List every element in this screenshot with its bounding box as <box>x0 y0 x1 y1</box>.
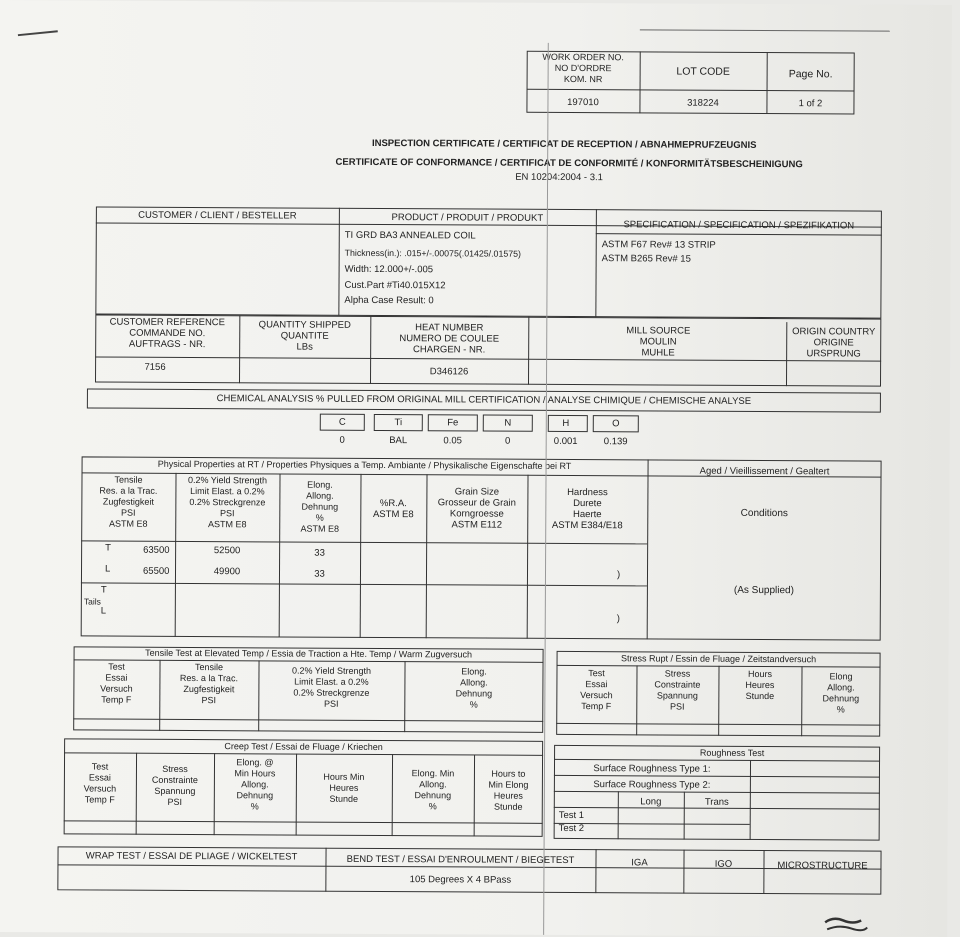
row-yield: 49900 <box>213 566 241 578</box>
elevated-col-yield: 0.2% Yield Strength Limit Elast. a 0.2% 0.2% Streckgrenze PSI <box>291 665 372 709</box>
work-order-value: 197010 <box>567 96 599 109</box>
lot-code-value: 318224 <box>687 97 719 109</box>
chem-value: BAL <box>389 435 408 447</box>
igo-label: IGO <box>714 858 733 870</box>
physical-properties-header: Physical Properties at RT / Properties Physiques a Temp. Ambiante / Physikalische Eigenschafte bei RT <box>157 458 572 471</box>
row-tensile: 65500 <box>142 565 170 577</box>
stress-col-elongation: Elong Allong. Dehnung % <box>822 671 860 715</box>
chem-value: 0.139 <box>603 436 628 448</box>
creep-col-test: Test Essai Versuch Temp F <box>83 761 117 805</box>
creep-col-hours-to-min: Hours to Min Elong Heures Stunde <box>488 768 529 812</box>
roughness-type1: Surface Roughness Type 1: <box>593 763 711 775</box>
hardness-column-header: Hardness Durete Haerte ASTM E384/E18 <box>551 486 623 532</box>
stress-col-hours: Hours Heures Stunde <box>745 668 775 702</box>
yield-column-header: 0.2% Yield Strength Limit Elast. a 0.2% 0.2% Streckgrenze PSI ASTM E8 <box>187 474 268 530</box>
chemical-analysis-header: CHEMICAL ANALYSIS % PULLED FROM ORIGINAL MILL CERTIFICATION / ANALYSE CHIMIQUE / CHEMISCHE ANALYSE <box>216 393 752 407</box>
mill-source-label: MILL SOURCE MOULIN MUHLE <box>626 325 691 359</box>
creep-test-header: Creep Test / Essai de Fluage / Kriechen <box>224 741 383 753</box>
product-line: Alpha Case Result: 0 <box>344 294 434 307</box>
specification-label: SPECIFICATION / SPECIFICATION / SPEZIFIKATION <box>623 219 855 232</box>
lot-code-label: LOT CODE <box>676 65 730 78</box>
iga-label: IGA <box>631 857 648 869</box>
customer-reference-label: CUSTOMER REFERENCE COMMANDE NO. AUFTRAGS - NR. <box>109 316 226 351</box>
creep-col-hours-min: Hours Min Heures Stunde <box>323 771 365 804</box>
corner-stamp <box>821 914 871 936</box>
roughness-trans: Trans <box>704 796 729 808</box>
product-label: PRODUCT / PRODUIT / PRODUKT <box>391 212 544 224</box>
microstructure-label: MICROSTRUCTURE <box>777 860 868 872</box>
bend-test-label: BEND TEST / ESSAI D'ENROULMENT / BIEGETEST <box>346 853 575 867</box>
tails-t-label: T <box>100 584 107 596</box>
heat-number-value: D346126 <box>429 366 469 378</box>
chem-value: 0 <box>505 435 511 447</box>
stress-rupture-header: Stress Rupt / Essin de Fluage / Zeitstandversuch <box>620 653 817 665</box>
heat-number-label: HEAT NUMBER NUMERO DE COULEE CHARGEN - NR. <box>399 322 500 356</box>
pen-mark <box>640 29 890 31</box>
creep-col-elong-min: Elong. Min Allong. Dehnung % <box>411 768 455 812</box>
page-number-label: Page No. <box>788 68 833 81</box>
customer-reference-value: 7156 <box>144 361 166 373</box>
tensile-column-header: Tensile Res. a la Trac. Zugfestigkeit PSI ASTM E8 <box>99 474 158 529</box>
row-tensile: 63500 <box>143 544 170 556</box>
product-line: TI GRD BA3 ANNEALED COIL <box>344 229 476 242</box>
standard-reference: EN 10204:2004 - 3.1 <box>515 171 603 184</box>
origin-country-label: ORIGIN COUNTRY ORIGINE URSPRUNG <box>792 326 876 360</box>
creep-col-stress: Stress Constrainte Spannung PSI <box>151 763 198 807</box>
bend-test-value: 105 Degrees X 4 BPass <box>409 874 512 886</box>
conditions-label: Conditions <box>740 507 788 520</box>
chem-value: 0 <box>339 434 345 446</box>
product-line: Width: 12.000+/-.005 <box>344 263 434 276</box>
chem-symbol: C <box>338 416 346 428</box>
paren-mark: ) <box>616 569 621 581</box>
elongation-column-header: Elong. Allong. Dehnung % ASTM E8 <box>300 479 340 534</box>
row-elongation: 33 <box>314 547 325 559</box>
quantity-shipped-label: QUANTITY SHIPPED QUANTITE LBs <box>258 319 351 353</box>
work-order-label: WORK ORDER NO. NO D'ORDRE KOM. NR <box>542 51 624 85</box>
reduction-area-column-header: %R.A. ASTM E8 <box>372 497 414 521</box>
chem-value: 0.05 <box>443 435 462 447</box>
creep-col-elong-min-hours: Elong. @ Min Hours Allong. Dehnung % <box>234 757 276 812</box>
roughness-test2: Test 2 <box>558 822 585 835</box>
roughness-long: Long <box>640 796 662 808</box>
roughness-test1: Test 1 <box>558 809 585 822</box>
certificate-title: INSPECTION CERTIFICATE / CERTIFICAT DE RECEPTION / ABNAHMEPRUFZEUGNIS <box>371 137 757 151</box>
spec-line: ASTM B265 Rev# 15 <box>601 253 691 265</box>
tails-label: Tails <box>83 596 101 607</box>
chem-symbol: N <box>504 417 512 429</box>
paren-mark: ) <box>616 613 620 625</box>
pen-mark <box>18 30 58 36</box>
product-line: Thickness(in.): .015+/-.00075(.01425/.01575) <box>344 247 522 259</box>
roughness-header: Roughness Test <box>699 747 765 759</box>
spec-line: ASTM F67 Rev# 13 STRIP <box>601 239 716 251</box>
chem-symbol: Fe <box>447 417 459 429</box>
wrap-test-label: WRAP TEST / ESSAI DE PLIAGE / WICKELTEST <box>85 850 298 863</box>
chem-symbol: H <box>562 417 570 429</box>
row-direction: L <box>104 563 111 575</box>
customer-label: CUSTOMER / CLIENT / BESTELLER <box>138 209 297 222</box>
aged-header: Aged / Vieillissement / Gealtert <box>699 465 830 478</box>
elevated-tensile-header: Tensile Test at Elevated Temp / Essia de Traction a Hte. Temp / Warm Zugversuch <box>145 647 473 660</box>
elevated-col-elongation: Elong. Allong. Dehnung % <box>455 666 493 710</box>
row-elongation: 33 <box>314 568 325 580</box>
product-line: Cust.Part #Ti40.015X12 <box>344 279 446 292</box>
row-yield: 52500 <box>213 545 241 557</box>
grain-size-column-header: Grain Size Grosseur de Grain Korngroesse ASTM E112 <box>437 486 516 531</box>
stress-col-stress: Stress Constrainte Spannung PSI <box>654 668 701 712</box>
certificate-subtitle: CERTIFICATE OF CONFORMANCE / CERTIFICAT DE CONFORMITÉ / KONFORMITÄTSBESCHEINIGUNG <box>335 156 803 171</box>
elevated-col-tensile: Tensile Res. a la Trac. Zugfestigkeit PSI <box>179 662 238 706</box>
as-supplied-label: (As Supplied) <box>733 584 794 597</box>
chem-symbol: Ti <box>394 417 403 429</box>
elevated-col-test: Test Essai Versuch Temp F <box>100 661 133 705</box>
page-number-value: 1 of 2 <box>798 98 823 110</box>
chem-value: 0.001 <box>553 435 578 448</box>
row-direction: T <box>105 542 111 554</box>
roughness-type2: Surface Roughness Type 2: <box>593 779 711 791</box>
chem-symbol: O <box>612 418 620 430</box>
tails-l-label: L <box>100 605 107 617</box>
stress-col-test: Test Essai Versuch Temp F <box>580 668 613 712</box>
